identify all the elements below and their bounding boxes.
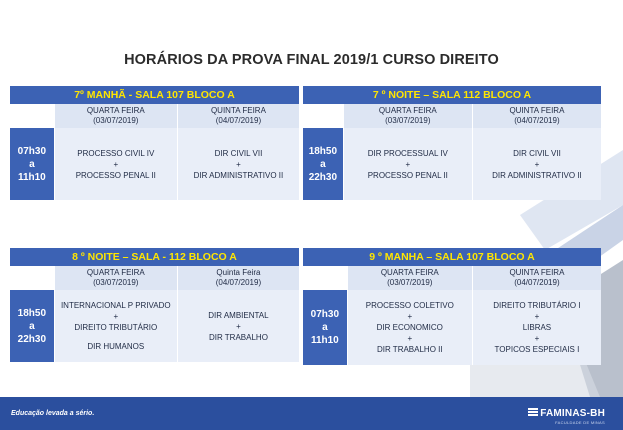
subject-name: LIBRAS: [522, 323, 552, 332]
subject-name: DIR CIVIL VII: [214, 148, 263, 158]
time-line: 07h30: [310, 309, 340, 320]
time-line: 11h10: [17, 171, 46, 183]
plus-separator: +: [534, 334, 540, 343]
subject-name: DIR ADMINISTRATIVO II: [193, 170, 284, 180]
time-line: a: [29, 320, 35, 332]
time-line: 07h30: [17, 145, 47, 157]
day-date: (04/07/2019): [514, 116, 560, 125]
schedule-block: [303, 248, 601, 365]
time-range: [10, 290, 54, 362]
header-blank-cell: [303, 266, 347, 290]
day-date: (03/07/2019): [385, 116, 431, 125]
subject-name: PROCESSO PENAL II: [75, 170, 156, 180]
footer-slogan: Educação levada a sério.: [11, 410, 95, 417]
time-line: 18h50: [308, 145, 338, 157]
header-blank-cell: [10, 104, 54, 128]
footer-bar: [0, 397, 623, 430]
exam-cell: [347, 290, 472, 365]
exam-cell: [343, 128, 472, 200]
exam-cell: [54, 128, 177, 200]
time-line: a: [320, 158, 326, 170]
plus-separator: +: [236, 159, 241, 169]
day-name: QUARTA FEIRA: [86, 106, 145, 115]
subject-name: TOPICOS ESPECIAIS I: [494, 345, 580, 354]
subject-name: DIR HUMANOS: [87, 342, 145, 351]
time-line: 22h30: [17, 333, 47, 345]
plus-separator: +: [113, 159, 119, 169]
day-name: Quinta Feira: [216, 268, 261, 277]
schedule-header-row: [10, 266, 299, 290]
subject-name: DIREITO TRIBUTÁRIO: [74, 323, 158, 332]
day-date: (03/07/2019): [93, 116, 139, 125]
day-date: (04/07/2019): [514, 278, 560, 287]
time-line: a: [322, 322, 328, 333]
day-header: [177, 266, 299, 290]
schedule-title: 9 º MANHA – SALA 107 BLOCO A: [303, 248, 601, 266]
time-line: 18h50: [17, 307, 47, 319]
header-blank-cell: [10, 266, 54, 290]
day-header: [54, 266, 177, 290]
day-name: QUINTA FEIRA: [509, 268, 565, 277]
plus-separator: +: [534, 312, 540, 321]
schedule-body-row: [10, 290, 299, 362]
day-name: QUARTA FEIRA: [380, 268, 439, 277]
plus-separator: +: [407, 312, 413, 321]
logo-icon: [528, 408, 538, 417]
subject-name: DIR CIVIL VII: [513, 148, 561, 158]
time-line: 22h30: [308, 171, 338, 183]
time-range: [10, 128, 54, 200]
day-name: QUINTA FEIRA: [210, 106, 266, 115]
day-date: (03/07/2019): [387, 278, 433, 287]
day-name: QUARTA FEIRA: [86, 268, 145, 277]
exam-cell: [54, 290, 177, 362]
day-header: [343, 104, 472, 128]
plus-separator: +: [534, 159, 540, 169]
schedule-header-row: [10, 104, 299, 128]
day-name: QUARTA FEIRA: [378, 106, 437, 115]
schedule-header-row: [303, 104, 601, 128]
day-header: [54, 104, 177, 128]
faminas-logo: [528, 408, 605, 419]
schedule-header-row: [303, 266, 601, 290]
subject-name: DIR TRABALHO: [208, 332, 268, 342]
schedule-title: 7º MANHÃ - SALA 107 BLOCO A: [10, 86, 299, 104]
subject-name: DIR ADMINISTRATIVO II: [492, 170, 582, 180]
schedule-body-row: [303, 128, 601, 200]
schedule-body-row: [10, 128, 299, 200]
plus-separator: +: [236, 321, 241, 331]
subject-name: PROCESSO CIVIL IV: [77, 148, 155, 158]
day-date: (03/07/2019): [93, 278, 139, 287]
schedule-block: [10, 248, 299, 362]
logo-subtext: FACULDADE DE MINAS: [555, 420, 605, 425]
subject-name: DIR AMBIENTAL: [208, 310, 269, 320]
schedule-block: [10, 86, 299, 200]
day-date: (04/07/2019): [215, 278, 262, 287]
day-header: [177, 104, 299, 128]
schedule-title: 7 º NOITE – SALA 112 BLOCO A: [303, 86, 601, 104]
subject-name: DIR PROCESSUAL IV: [367, 148, 448, 158]
day-header: [347, 266, 472, 290]
time-range: [303, 290, 347, 365]
subject-name: DIR TRABALHO II: [376, 345, 443, 354]
exam-cell: [177, 128, 299, 200]
header-blank-cell: [303, 104, 343, 128]
exam-cell: [472, 128, 601, 200]
page-title: HORÁRIOS DA PROVA FINAL 2019/1 CURSO DIREITO: [124, 52, 499, 68]
day-header: [472, 266, 601, 290]
schedule-title: 8 º NOITE – SALA - 112 BLOCO A: [10, 248, 299, 266]
exam-cell: [472, 290, 601, 365]
subject-name: DIREITO TRIBUTÁRIO I: [493, 301, 581, 310]
logo-text: FAMINAS-BH: [540, 408, 605, 419]
subject-name: DIR ECONOMICO: [376, 323, 443, 332]
subject-name: INTERNACIONAL P PRIVADO: [60, 301, 171, 310]
day-date: (04/07/2019): [215, 116, 262, 125]
time-line: 11h10: [310, 335, 339, 346]
plus-separator: +: [405, 159, 411, 169]
schedule-block: [303, 86, 601, 200]
day-header: [472, 104, 601, 128]
plus-separator: +: [407, 334, 413, 343]
subject-name: PROCESSO PENAL II: [367, 170, 448, 180]
schedule-body-row: [303, 290, 601, 365]
exam-cell: [177, 290, 299, 362]
plus-separator: +: [113, 312, 119, 321]
day-name: QUINTA FEIRA: [509, 106, 565, 115]
subject-name: PROCESSO COLETIVO: [365, 301, 454, 310]
time-line: a: [29, 158, 35, 170]
time-range: [303, 128, 343, 200]
